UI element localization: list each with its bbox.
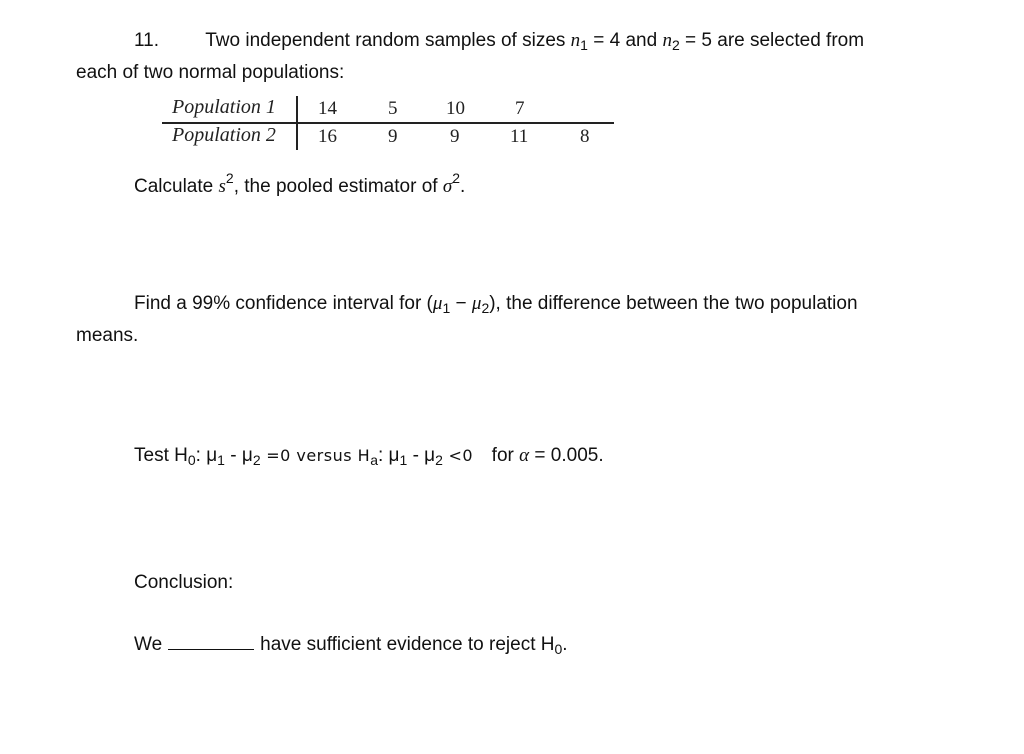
pop1-value: 10 <box>446 98 465 119</box>
problem-line-1 <box>134 30 864 52</box>
pop2-value: 11 <box>510 126 529 147</box>
alpha-value: = 0.005. <box>534 445 604 466</box>
ha-subscript: a <box>370 452 378 468</box>
alpha-symbol: α <box>519 445 530 466</box>
pop1-value: 7 <box>515 98 525 119</box>
mu1-variable: μ <box>432 293 443 314</box>
n2-variable: n <box>662 30 672 51</box>
part-a-text: Calculate <box>134 176 214 197</box>
h0-mu2-subscript: 2 <box>252 452 261 468</box>
part-a-period: . <box>460 176 466 197</box>
n1-variable: n <box>570 30 581 51</box>
null-hypothesis-versus: =0 versus H <box>260 446 371 465</box>
population-2-label: Population 2 <box>172 124 276 146</box>
population-table <box>162 96 614 150</box>
pop2-value: 16 <box>318 126 337 147</box>
n2-subscript: 2 <box>671 37 680 53</box>
we-text: We <box>134 634 163 655</box>
conclusion-sentence <box>134 634 568 656</box>
ha-mu1-subscript: 1 <box>399 452 408 468</box>
part-c-hypothesis-test <box>134 445 604 467</box>
alternative-lt-zero: <0 <box>442 446 474 465</box>
s-superscript: 2 <box>225 170 234 186</box>
h0-mu1: : μ <box>195 445 218 466</box>
answer-blank[interactable] <box>168 635 254 650</box>
s-variable: s <box>218 176 226 197</box>
ha-mu1: : μ <box>377 445 400 466</box>
conclusion-label: Conclusion: <box>134 572 234 593</box>
n1-subscript: 1 <box>580 37 588 53</box>
conclusion-period: . <box>562 634 568 655</box>
part-a-question <box>134 170 466 198</box>
h0-mu1-subscript: 1 <box>217 452 225 468</box>
mu2-subscript: 2 <box>481 300 490 316</box>
n2-value: = 5 are selected from <box>685 30 865 51</box>
ha-minus-mu2: - μ <box>407 445 436 466</box>
sigma-superscript: 2 <box>452 170 460 186</box>
for-text: for <box>491 445 514 466</box>
n1-value: = 4 and <box>593 30 658 51</box>
conclusion-h0-subscript: 0 <box>554 641 563 657</box>
minus-sign: − <box>450 293 472 314</box>
part-b-question <box>134 293 858 315</box>
mu1-subscript: 1 <box>442 300 451 316</box>
pop1-value: 5 <box>388 98 398 119</box>
h0-minus-mu2: - μ <box>224 445 253 466</box>
sigma-variable: σ <box>442 176 453 197</box>
conclusion-text: have sufficient evidence to reject H <box>260 634 555 655</box>
problem-number: 11. <box>134 30 160 51</box>
test-label: Test H <box>134 445 188 466</box>
mu2-variable: μ <box>471 293 482 314</box>
h0-subscript: 0 <box>187 452 196 468</box>
part-b-text-after: ), the difference between the two population <box>489 293 858 314</box>
pop2-value: 8 <box>580 126 590 147</box>
pop1-value: 14 <box>318 98 337 119</box>
problem-line-2: each of two normal populations: <box>76 62 345 83</box>
table-column-divider <box>296 96 298 150</box>
pop2-value: 9 <box>450 126 460 147</box>
pop2-value: 9 <box>388 126 398 147</box>
population-1-label: Population 1 <box>172 96 276 118</box>
ha-mu2-subscript: 2 <box>435 452 443 468</box>
part-b-line-2: means. <box>76 325 139 346</box>
part-a-text-after: , the pooled estimator of <box>233 176 438 197</box>
part-b-text: Find a 99% confidence interval for ( <box>134 293 433 314</box>
problem-intro: Two independent random samples of sizes <box>205 30 566 51</box>
